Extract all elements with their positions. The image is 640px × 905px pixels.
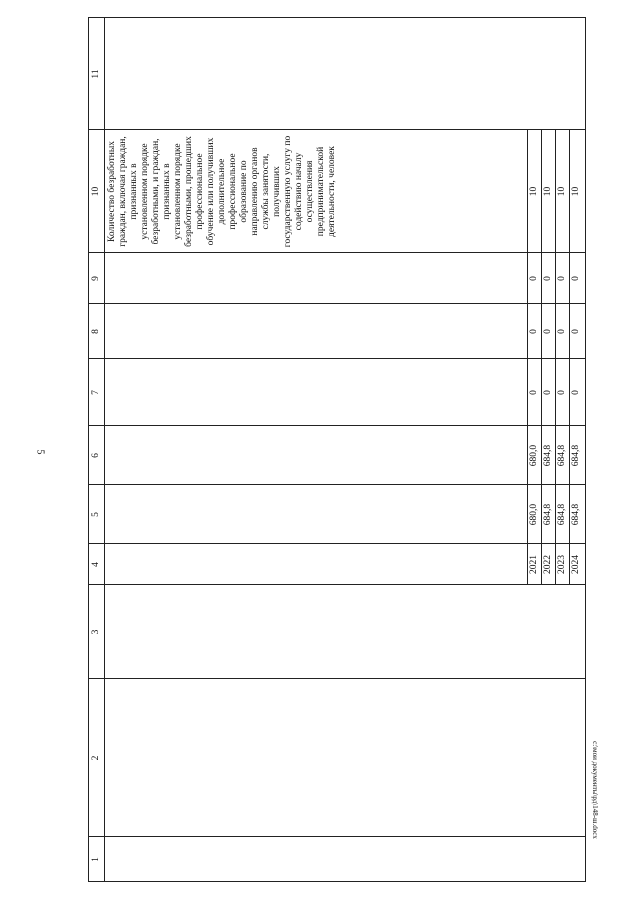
program-table xyxy=(88,18,585,882)
col-number-10: 10 xyxy=(90,186,101,197)
row-2021-col7: 0 xyxy=(528,390,539,395)
col-number-2: 2 xyxy=(90,755,101,761)
col-number-8: 8 xyxy=(90,329,101,334)
col-divider xyxy=(88,303,585,304)
row-2022-col7: 0 xyxy=(542,390,553,395)
indicator-description: Количество безработных граждан, включая граждан, признанных в установленном порядке безработными, и граждан, признанных в установленном порядке безработными, прошедших профессиональное обучение или получивших дополнительное профессиональное образование по направлению органов службы занятости, получивших государственную услугу по содействию началу осуществления предпринимательской деятельности, человек xyxy=(107,135,337,248)
row-2021-col8: 0 xyxy=(528,329,539,334)
row-2022-col6: 684,8 xyxy=(542,444,553,467)
table-grid xyxy=(88,18,585,882)
col-number-5: 5 xyxy=(90,512,101,517)
row-2022-col8: 0 xyxy=(542,329,553,334)
row-2021-col5: 680,0 xyxy=(528,503,539,526)
col-number-9: 9 xyxy=(90,276,101,281)
page-number: 5 xyxy=(34,449,46,455)
row-2021-col6: 680,0 xyxy=(528,444,539,467)
col-number-1: 1 xyxy=(90,857,101,862)
row-2023-col6: 684,8 xyxy=(556,444,567,467)
col-divider xyxy=(88,836,585,837)
row-2023-col8: 0 xyxy=(556,329,567,334)
col-number-7: 7 xyxy=(90,390,101,395)
row-2024-col8: 0 xyxy=(571,329,581,334)
footer-file-path: c:\мои документы\рд\148-ш.docx xyxy=(591,741,599,839)
row-2022-col9: 0 xyxy=(542,276,553,281)
row-2024-col9: 0 xyxy=(571,276,581,281)
row-2023-col10: 10 xyxy=(556,186,567,197)
row-2021-year: 2021 xyxy=(528,555,539,574)
row-2021-col9: 0 xyxy=(528,276,539,281)
col-number-6: 6 xyxy=(90,453,101,458)
col-divider xyxy=(88,543,585,544)
row-2021-col10: 10 xyxy=(528,186,539,197)
col-divider xyxy=(88,678,585,679)
col-number-4: 4 xyxy=(90,562,101,567)
row-2024-col6: 684,8 xyxy=(571,444,581,467)
row-2023-col7: 0 xyxy=(556,390,567,395)
row-2024-col10: 10 xyxy=(571,186,581,197)
col-divider xyxy=(88,484,585,485)
col-number-3: 3 xyxy=(90,629,101,635)
col-number-11: 11 xyxy=(90,69,101,79)
row-2023-col9: 0 xyxy=(556,276,567,281)
row-2022-year: 2022 xyxy=(542,555,553,574)
row-2023-year: 2023 xyxy=(556,555,567,574)
col-divider xyxy=(88,425,585,426)
row-2022-col5: 684,8 xyxy=(542,503,553,526)
row-2024-col7: 0 xyxy=(571,390,581,395)
row-2022-col10: 10 xyxy=(542,186,553,197)
row-2023-col5: 684,8 xyxy=(556,503,567,526)
row-2024-year: 2024 xyxy=(571,555,581,574)
row-2024-col5: 684,8 xyxy=(571,503,581,526)
col-divider xyxy=(88,358,585,359)
col-divider xyxy=(88,584,585,585)
